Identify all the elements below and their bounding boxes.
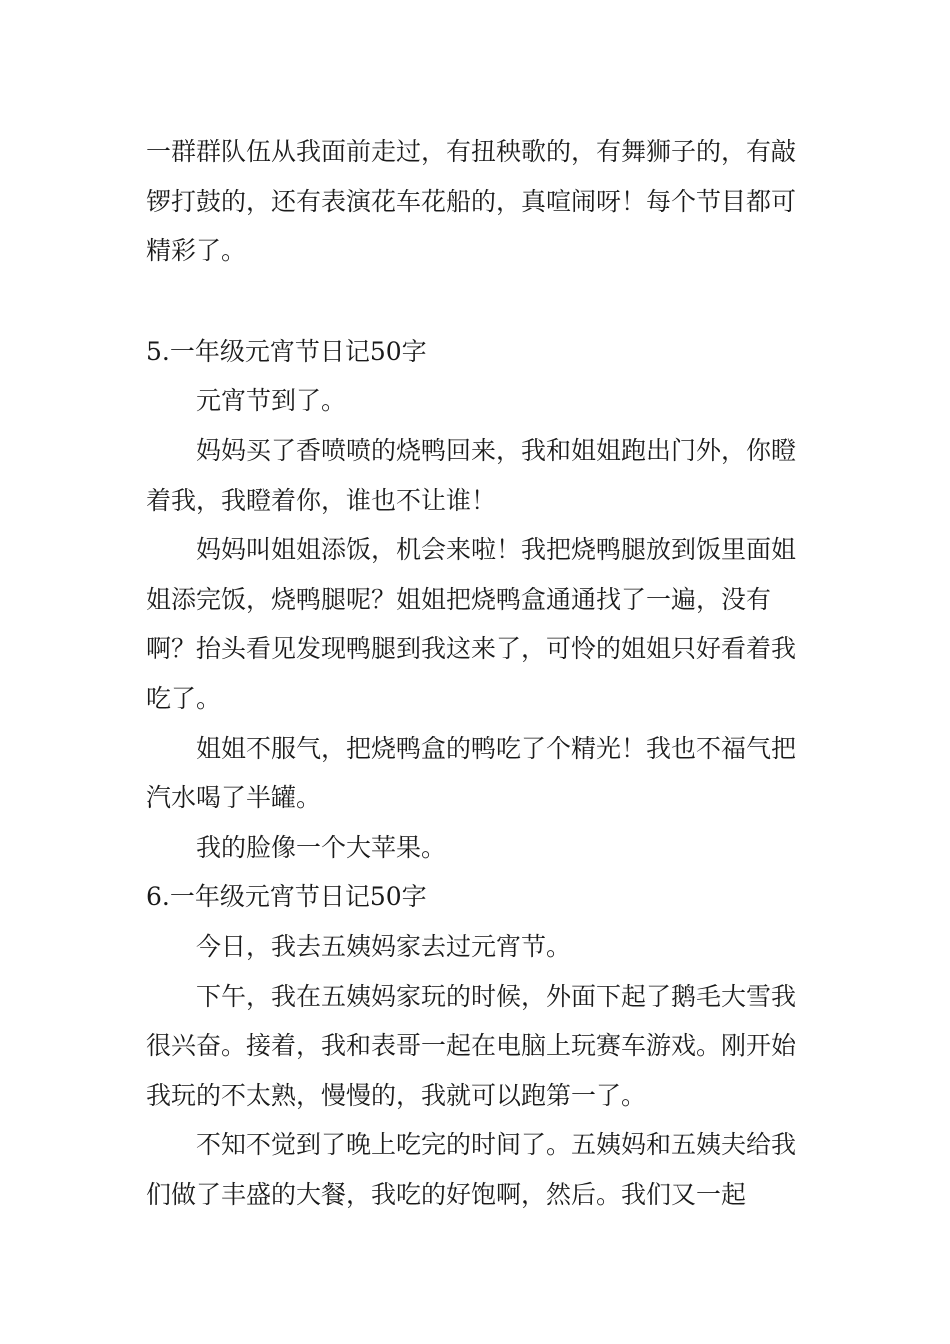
section-5-paragraph-2: 妈妈买了香喷喷的烧鸭回来，我和姐姐跑出门外，你瞪着我，我瞪着你，谁也不让谁！ <box>146 435 797 515</box>
section-5-paragraph-5: 我的脸像一个大苹果。 <box>196 832 447 862</box>
section-gap <box>146 276 810 327</box>
section-6-paragraph-3: 不知不觉到了晚上吃完的时间了。五姨妈和五姨夫给我们做了丰盛的大餐，我吃的好饱啊，然后。我们又一起 <box>146 1130 797 1209</box>
document-page <box>146 127 810 1219</box>
section-5 <box>146 327 810 873</box>
section-6-heading: 6.一年级元宵节日记50字 <box>146 882 427 912</box>
section-6-paragraph-2: 下午，我在五姨妈家玩的时候，外面下起了鹅毛大雪我很兴奋。接着，我和表哥一起在电脑上玩赛车游戏。刚开始我玩的不太熟，慢慢的，我就可以跑第一了。 <box>146 981 797 1110</box>
section-5-paragraph-1: 元宵节到了。 <box>196 386 347 416</box>
section-5-heading: 5.一年级元宵节日记50字 <box>146 336 427 366</box>
section-5-paragraph-3: 妈妈叫姐姐添饭，机会来啦！我把烧鸭腿放到饭里面姐姐添完饭，烧鸭腿呢？姐姐把烧鸭盒通通找了一遍，没有啊？抬头看见发现鸭腿到我这来了，可怜的姐姐只好看着我吃了。 <box>146 535 797 713</box>
section-6 <box>146 872 810 1219</box>
intro-paragraph: 一群群队伍从我面前走过，有扭秧歌的，有舞狮子的，有敲锣打鼓的，还有表演花车花船的，真喧闹呀！每个节目都可精彩了。 <box>146 137 797 266</box>
section-5-paragraph-4: 姐姐不服气，把烧鸭盒的鸭吃了个精光！我也不福气把汽水喝了半罐。 <box>146 733 797 813</box>
section-6-paragraph-1: 今日，我去五姨妈家去过元宵节。 <box>196 931 572 961</box>
